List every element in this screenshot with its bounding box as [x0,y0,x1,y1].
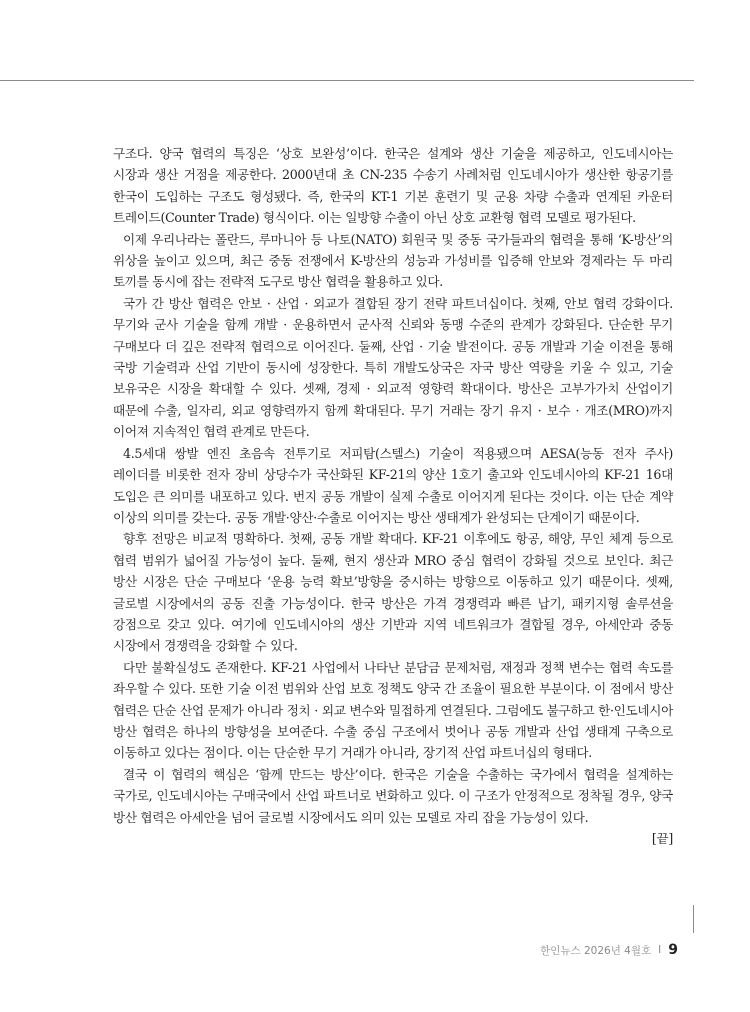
bottom-vertical-divider [693,905,694,933]
article-paragraph: 국가 간 방산 협력은 안보 · 산업 · 외교가 결합된 장기 전략 파트너십이다. 첫째, 안보 협력 강화이다. 무기와 군사 기술을 함께 개발 · 운용하면서 군사적 신뢰와 동맹 수준의 관계가 강화된다. 단순한 무기 구매보다 더 깊은 전략적 협력으로 이어진다. 둘째, 산업 · 기술 발전이다. 공동 개발과 기술 이전을 통해 국방 기술력과 산업 기반이 동시에 성장한다. 특히 개발도상국은 자국 방산 역량을 키울 수 있고, 기술 보유국은 시장을 확대할 수 있다. 셋째, 경제 · 외교적 영향력 확대이다. 방산은 고부가가치 산업이기 때문에 수출, 일자리, 외교 영향력까지 함께 확대된다. 무기 거래는 장기 유지 · 보수 · 개조(MRO)까지 이어져 지속적인 협력 관계로 만든다. [113,295,673,440]
top-divider [0,80,694,81]
article-paragraph: 4.5세대 쌍발 엔진 초음속 전투기로 저피탐(스텔스) 기술이 적용됐으며 AESA(능동 전자 주사) 레이더를 비롯한 전자 장비 상당수가 국산화된 KF-21의 양산 1호기 출고와 인도네시아의 KF-21 16대 도입은 큰 의미를 내포하고 있다. 번지 공동 개발이 실제 수출로 이어지게 된다는 것이다. 이는 단순 계약 이상의 의미를 갖는다. 공동 개발·양산·수출로 이어지는 방산 생태계가 완성되는 단계이기 때문이다. [113,445,673,525]
page-footer [540,942,678,958]
end-mark: [끝] [651,831,673,846]
page-number: 9 [668,942,678,958]
publication-name: 한인뉴스 2026년 4월호 [540,944,652,957]
article-paragraph: 결국 이 협력의 핵심은 ‘함께 만드는 방산’이다. 한국은 기술을 수출하는 국가에서 협력을 설계하는 국가로, 인도네시아는 구매국에서 산업 파트너로 변화하고 있다. 이 구조가 안정적으로 정착될 경우, 양국 방산 협력은 아세안을 넘어 글로벌 시장에서도 의미 있는 모델로 자리 잡을 가능성이 있다. [113,766,673,825]
article-paragraph: 구조다. 양국 협력의 특징은 ‘상호 보완성’이다. 한국은 설계와 생산 기술을 제공하고, 인도네시아는 시장과 생산 거점을 제공한다. 2000년대 초 CN-235 수송기 사례처럼 인도네시아가 생산한 항공기를 한국이 도입하는 구조도 형성됐다. 즉, 한국의 KT-1 기본 훈련기 및 군용 차량 수출과 연계된 카운터 트레이드(Counter Trade) 형식이다. 이는 일방향 수출이 아닌 상호 교환형 협력 모델로 평가된다. [113,146,673,226]
article-paragraph: 이제 우리나라는 폴란드, 루마니아 등 나토(NATO) 회원국 및 중동 국가들과의 협력을 통해 ‘K-방산’의 위상을 높이고 있으며, 최근 중동 전쟁에서 K-방산의 성능과 가성비를 입증해 안보와 경제라는 두 마리 토끼를 동시에 잡는 전략적 도구로 방산 협력을 활용하고 있다. [113,231,673,290]
footer-separator: I [658,944,662,956]
article-paragraph: 향후 전망은 비교적 명확하다. 첫째, 공동 개발 확대다. KF-21 이후에도 항공, 해양, 무인 체계 등으로 협력 범위가 넓어질 가능성이 높다. 둘째, 현지 생산과 MRO 중심 협력이 강화될 것으로 보인다. 최근 방산 시장은 단순 구매보다 ‘운용 능력 확보’방향을 중시하는 방향으로 이동하고 있기 때문이다. 셋째, 글로벌 시장에서의 공동 진출 가능성이다. 한국 방산은 가격 경쟁력과 빠른 납기, 패키지형 솔루션을 강점으로 갖고 있다. 여기에 인도네시아의 생산 기반과 지역 네트워크가 결합될 경우, 아세안과 중동 시장에서 경쟁력을 강화할 수 있다. [113,531,673,654]
article-body [113,143,673,849]
article-paragraph: 다만 불확실성도 존재한다. KF-21 사업에서 나타난 분담금 문제처럼, 재정과 정책 변수는 협력 속도를 좌우할 수 있다. 또한 기술 이전 범위와 산업 보호 정책도 양국 간 조율이 필요한 부분이다. 이 점에서 방산 협력은 단순 산업 문제가 아니라 정치 · 외교 변수와 밀접하게 연결된다. 그럼에도 불구하고 한·인도네시아 방산 협력은 하나의 방향성을 보여준다. 수출 중심 구조에서 벗어나 공동 개발과 산업 생태계 구축으로 이동하고 있다는 점이다. 이는 단순한 무기 거래가 아니라, 장기적 산업 파트너십의 형태다. [113,659,673,761]
